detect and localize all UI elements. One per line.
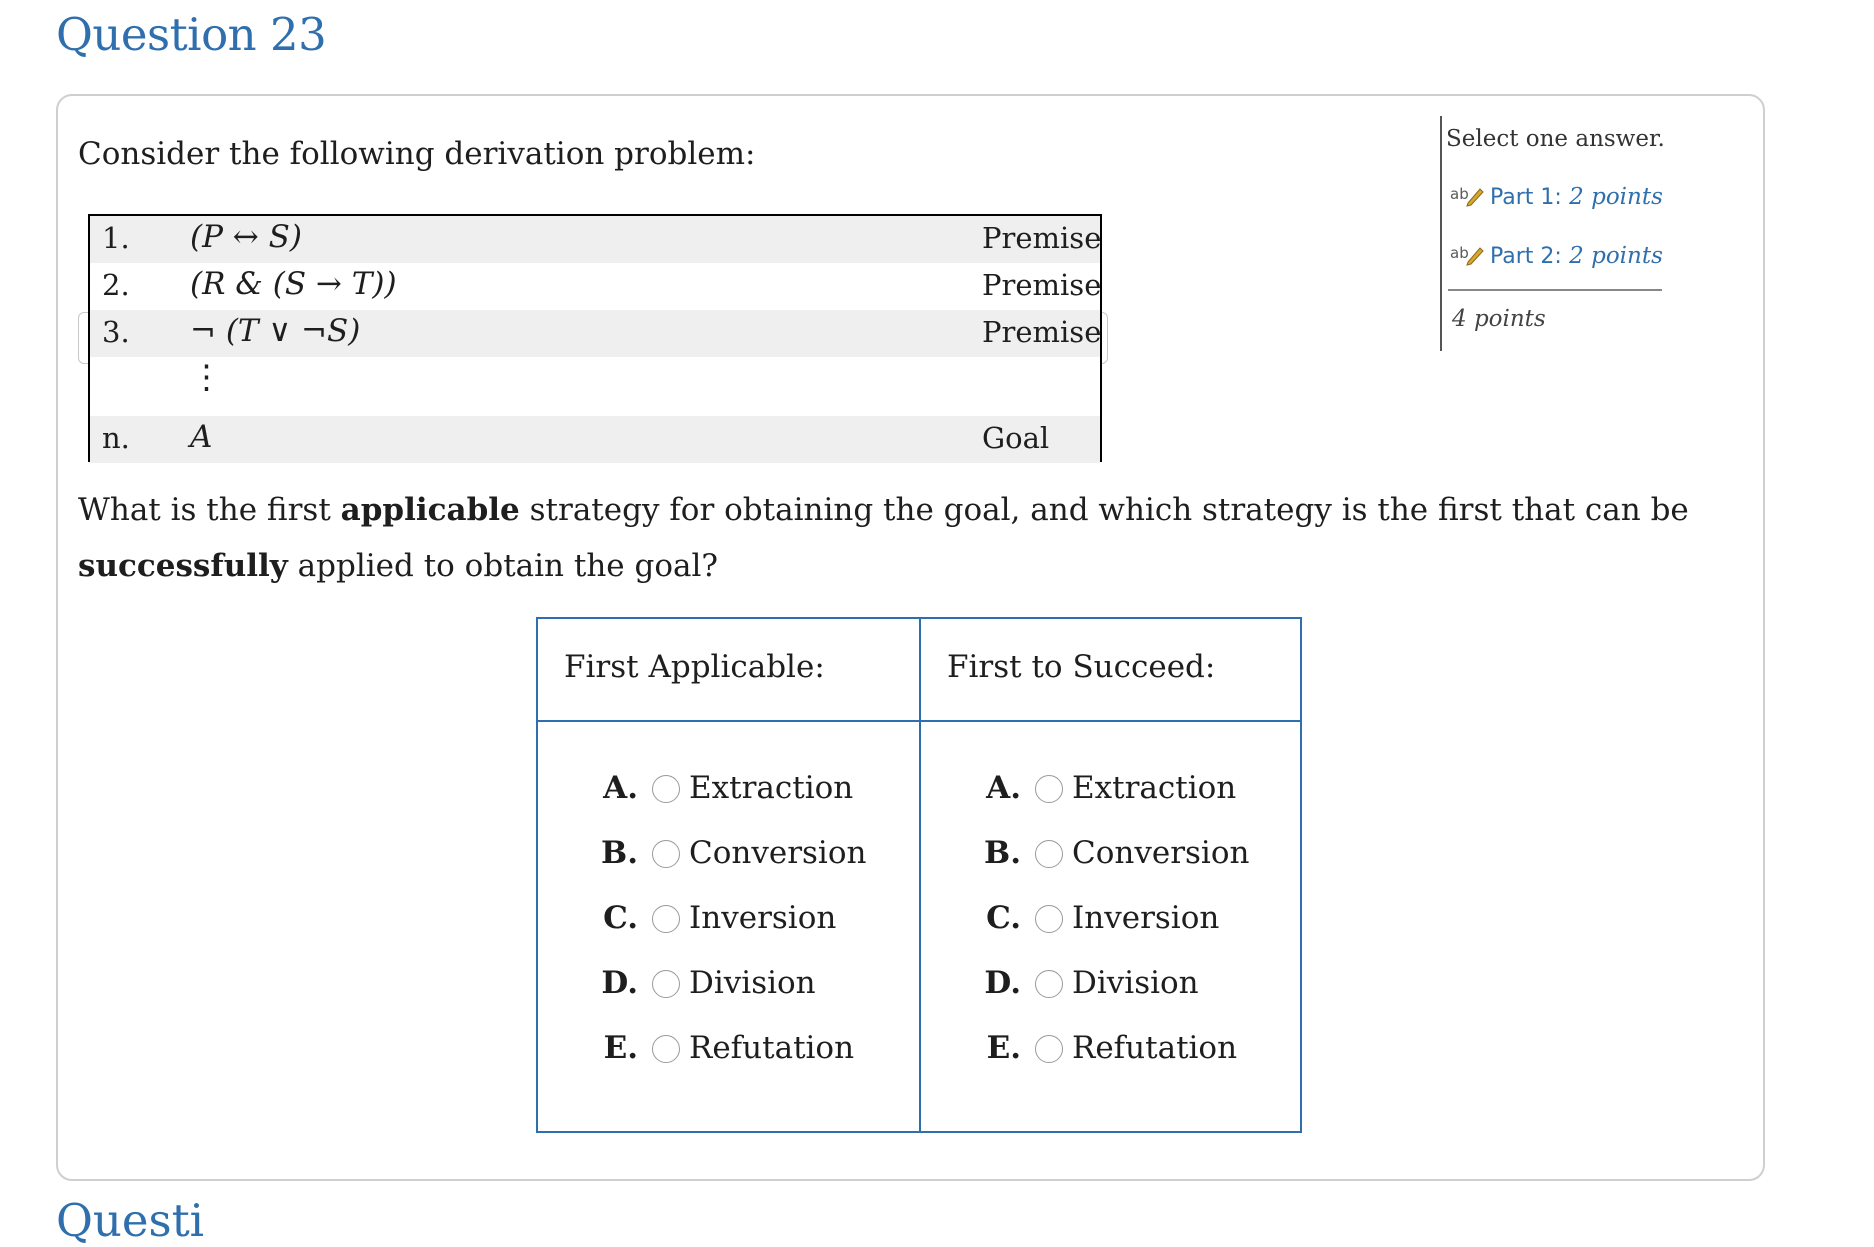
formula: (R & (S → T)) (190, 266, 397, 302)
option-label[interactable]: Refutation (1072, 1030, 1238, 1066)
applicable-option-c[interactable] (598, 894, 858, 942)
column-divider (919, 619, 921, 1131)
derivation-row (90, 310, 1100, 357)
line-number: 3. (102, 315, 130, 349)
option-letter: A. (986, 770, 1021, 806)
option-letter: D. (601, 965, 638, 1001)
option-label[interactable]: Conversion (689, 835, 867, 871)
part-1-row[interactable] (1450, 184, 1663, 210)
radio-button[interactable] (1035, 1035, 1063, 1063)
problem-prompt: Consider the following derivation problem: (78, 136, 756, 172)
radio-button[interactable] (1035, 840, 1063, 868)
option-label[interactable]: Refutation (689, 1030, 855, 1066)
derivation-row (90, 263, 1100, 310)
panel-divider (1448, 289, 1662, 291)
option-label[interactable]: Conversion (1072, 835, 1250, 871)
radio-button[interactable] (652, 775, 680, 803)
question-title: Question 23 (56, 8, 327, 61)
ab-pencil-icon (1450, 243, 1484, 267)
part-1-link[interactable]: Part 1: (1490, 185, 1562, 210)
part-1-points: 2 points (1569, 184, 1663, 210)
line-number: n. (102, 421, 130, 455)
applicable-option-e[interactable] (598, 1024, 858, 1072)
formula: A (190, 419, 213, 455)
derivation-row (90, 216, 1100, 263)
answer-table (536, 617, 1302, 1133)
question-text-part: applied to obtain the goal? (287, 548, 719, 584)
line-number: 1. (102, 221, 130, 255)
justification: Premise (982, 221, 1102, 255)
radio-button[interactable] (652, 905, 680, 933)
radio-button[interactable] (1035, 905, 1063, 933)
option-letter: C. (986, 900, 1021, 936)
svg-text:ab: ab (1450, 185, 1469, 203)
option-label[interactable]: Extraction (1072, 770, 1237, 806)
option-label[interactable]: Division (1072, 965, 1199, 1001)
question-text (78, 482, 1758, 594)
derivation-row (90, 416, 1100, 463)
answer-instruction: Select one answer. (1446, 126, 1665, 152)
question-text-part: What is the first (78, 492, 341, 528)
radio-button[interactable] (652, 970, 680, 998)
applicable-option-d[interactable] (598, 959, 858, 1007)
question-text-part: strategy for obtaining the goal, and which strategy is the first that can be (519, 492, 1689, 528)
ellipsis: ⋮ (190, 357, 223, 396)
succeed-option-c[interactable] (981, 894, 1241, 942)
succeed-option-e[interactable] (981, 1024, 1241, 1072)
radio-button[interactable] (1035, 775, 1063, 803)
part-2-points: 2 points (1569, 243, 1663, 269)
succeed-option-a[interactable] (981, 764, 1241, 812)
radio-button[interactable] (1035, 970, 1063, 998)
option-label[interactable]: Inversion (1072, 900, 1220, 936)
derivation-table (88, 214, 1102, 462)
first-to-succeed-header: First to Succeed: (947, 649, 1216, 685)
option-label[interactable]: Division (689, 965, 816, 1001)
succeed-option-d[interactable] (981, 959, 1241, 1007)
formula: (P ↔ S) (190, 219, 302, 255)
total-points: 4 points (1452, 306, 1546, 332)
ab-pencil-icon (1450, 184, 1484, 208)
succeed-option-b[interactable] (981, 829, 1250, 877)
part-2-row[interactable] (1450, 243, 1663, 269)
justification: Premise (982, 315, 1102, 349)
option-letter: A. (603, 770, 638, 806)
grading-panel (1440, 116, 1665, 351)
applicable-option-b[interactable] (598, 829, 867, 877)
option-letter: B. (984, 835, 1021, 871)
emphasis-successfully: successfully (78, 548, 288, 584)
radio-button[interactable] (652, 1035, 680, 1063)
applicable-option-a[interactable] (598, 764, 858, 812)
svg-text:ab: ab (1450, 244, 1469, 262)
option-label[interactable]: Inversion (689, 900, 837, 936)
option-letter: D. (984, 965, 1021, 1001)
justification: Premise (982, 268, 1102, 302)
justification: Goal (982, 421, 1050, 455)
part-2-link[interactable]: Part 2: (1490, 244, 1562, 269)
option-letter: E. (986, 1030, 1021, 1066)
header-divider (538, 720, 1300, 722)
derivation-row (90, 357, 1100, 416)
option-letter: B. (601, 835, 638, 871)
emphasis-applicable: applicable (340, 492, 520, 528)
option-letter: E. (603, 1030, 638, 1066)
option-label[interactable]: Extraction (689, 770, 854, 806)
formula: ¬ (T ∨ ¬S) (190, 313, 361, 349)
option-letter: C. (603, 900, 638, 936)
radio-button[interactable] (652, 840, 680, 868)
first-applicable-header: First Applicable: (564, 649, 825, 685)
next-question-title: Questi (56, 1194, 205, 1247)
line-number: 2. (102, 268, 130, 302)
